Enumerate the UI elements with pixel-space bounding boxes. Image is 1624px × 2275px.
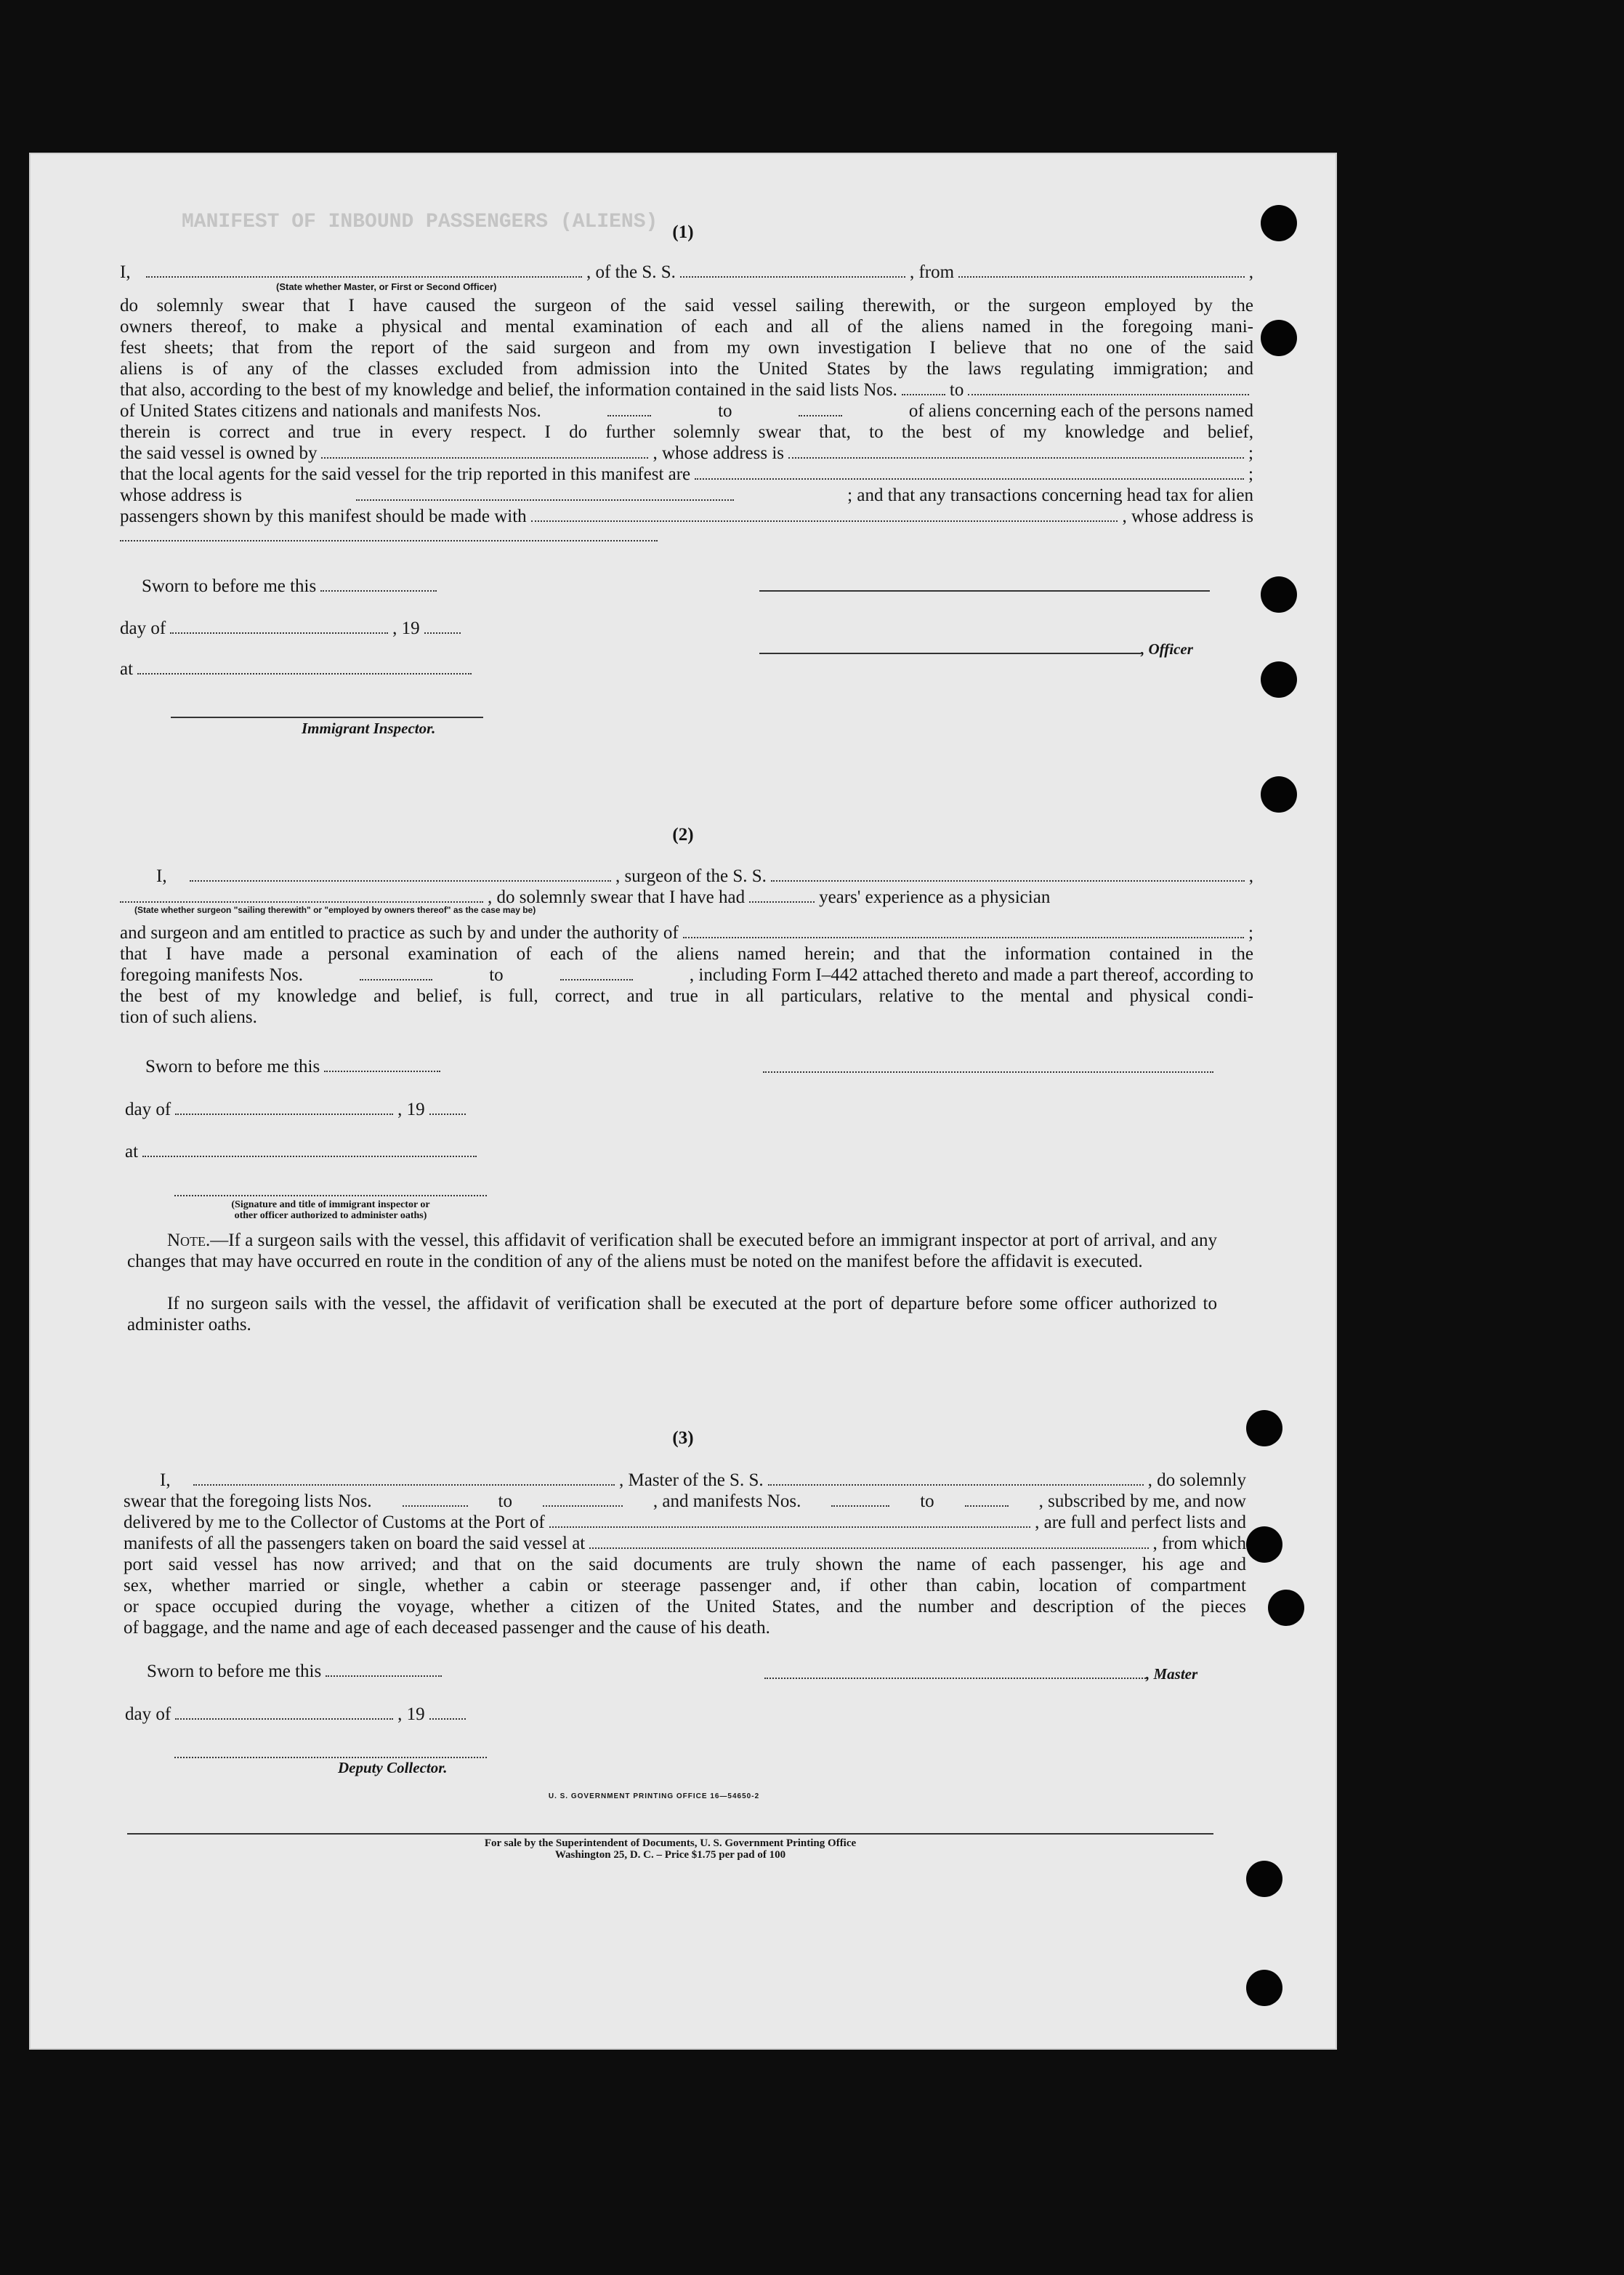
label-surgeon: , surgeon of the S. S. bbox=[615, 866, 767, 886]
punct: ; bbox=[1248, 443, 1253, 463]
sworn-line bbox=[142, 576, 441, 597]
departure-port-field[interactable] bbox=[958, 263, 1245, 278]
officer-rank-field[interactable] bbox=[146, 263, 582, 278]
sworn-date-field[interactable] bbox=[324, 1058, 440, 1072]
surgeon-signature-line[interactable] bbox=[763, 1071, 1213, 1073]
month-field[interactable] bbox=[175, 1100, 393, 1115]
caption-line: other officer authorized to administer oaths) bbox=[234, 1210, 427, 1221]
punct: ; bbox=[1248, 923, 1253, 943]
at-line bbox=[120, 659, 476, 680]
label-at: at bbox=[120, 659, 134, 679]
label-of-ss: , of the S. S. bbox=[586, 262, 676, 282]
month-field[interactable] bbox=[175, 1705, 393, 1720]
owner-address-field[interactable] bbox=[788, 444, 1244, 459]
vessel-name-field[interactable] bbox=[768, 1471, 1144, 1486]
sale-line: For sale by the Superintendent of Documents, U. S. Government Printing Office bbox=[484, 1837, 857, 1849]
para-line: , subscribed by me, and now bbox=[1038, 1491, 1246, 1511]
label-to: to bbox=[489, 965, 504, 985]
note-paragraph: If no surgeon sails with the vessel, the affidavit of verification shall be executed at the port of departure before some officer authorized to administer oaths. bbox=[127, 1294, 1217, 1334]
label-to: to bbox=[718, 401, 732, 421]
punch-hole bbox=[1268, 1590, 1304, 1626]
master-name-field[interactable] bbox=[193, 1471, 615, 1486]
section-3-number: (3) bbox=[672, 1428, 694, 1448]
para-line: port said vessel has now arrived; and that on the said documents are truly shown the name of each passenger, his age and bbox=[124, 1555, 1246, 1574]
para-line: sex, whether married or single, whether a cabin or steerage passenger and, if other than cabin, location of compartment bbox=[124, 1576, 1246, 1595]
signature-caption bbox=[174, 1199, 487, 1221]
label-year: , 19 bbox=[397, 1704, 425, 1724]
master-label: , Master bbox=[1146, 1665, 1198, 1683]
para-line: that also, according to the best of my knowledge and belief, the information contained in the said lists Nos. bbox=[120, 380, 897, 400]
lists-from-field[interactable] bbox=[403, 1492, 468, 1507]
officer-label: , Officer bbox=[1141, 640, 1193, 658]
label-year: , 19 bbox=[392, 619, 420, 638]
para-line: , do solemnly bbox=[1147, 1470, 1246, 1490]
sworn-date-field[interactable] bbox=[326, 1662, 442, 1677]
para-line: aliens is of any of the classes excluded from admission into the United States by the laws regulating immigration; and bbox=[120, 359, 1253, 379]
label-i: I, bbox=[120, 262, 131, 282]
year-field[interactable] bbox=[424, 619, 461, 634]
punct: , bbox=[1248, 866, 1253, 886]
place-field[interactable] bbox=[142, 1143, 477, 1157]
master-line bbox=[764, 1663, 1197, 1685]
bleed-through-text: MANIFEST OF INBOUND PASSENGERS (ALIENS) bbox=[182, 211, 658, 233]
note-label: Note. bbox=[167, 1231, 211, 1250]
label-to: to bbox=[498, 1491, 512, 1511]
officer-signature-line[interactable] bbox=[759, 590, 1210, 592]
label-i: I, bbox=[156, 866, 167, 886]
lists-to-field[interactable] bbox=[543, 1492, 623, 1507]
para-line: delivered by me to the Collector of Customs at the Port of bbox=[124, 1513, 545, 1532]
inspector-label: Immigrant Inspector. bbox=[302, 720, 436, 737]
label-to: to bbox=[949, 380, 964, 400]
punch-hole bbox=[1261, 576, 1297, 613]
day-line bbox=[125, 1099, 470, 1120]
surgeon-name-field[interactable] bbox=[190, 867, 611, 882]
label-address: , whose address is bbox=[653, 443, 785, 463]
punch-hole bbox=[1246, 1861, 1282, 1897]
punch-hole bbox=[1246, 1526, 1282, 1563]
label-day: day of bbox=[120, 619, 166, 638]
section-2 bbox=[120, 866, 1253, 1028]
punch-hole bbox=[1261, 776, 1297, 813]
officer-rank-caption: (State whether Master, or First or Second Officer) bbox=[276, 281, 497, 292]
head-tax-address-field[interactable] bbox=[120, 527, 658, 541]
collector-label: Deputy Collector. bbox=[338, 1759, 448, 1776]
punch-hole bbox=[1261, 661, 1297, 698]
para-line: tion of such aliens. bbox=[120, 1007, 257, 1027]
section-3 bbox=[124, 1470, 1246, 1638]
label-sworn: Sworn to before me this bbox=[147, 1662, 322, 1681]
note-text: —If a surgeon sails with the vessel, this affidavit of verification shall be executed before an immigrant inspector at port of arrival, and any changes that may have occurred en route in the condition of any of the aliens must be noted on the manifest before the affidavit is executed. bbox=[127, 1231, 1217, 1271]
label-authority: and surgeon and am entitled to practice as such by and under the authority of bbox=[120, 923, 679, 943]
para-line: the best of my knowledge and belief, is full, correct, and true in all particulars, relative to the mental and physical condi- bbox=[120, 986, 1253, 1006]
surgeon-type-field[interactable] bbox=[120, 888, 483, 903]
officer-name-line[interactable] bbox=[759, 638, 1141, 654]
lists-to-field[interactable] bbox=[968, 381, 1249, 395]
day-line bbox=[120, 618, 465, 639]
officer-line bbox=[759, 638, 1193, 660]
label-head-tax: passengers shown by this manifest should be made with bbox=[120, 507, 527, 526]
at-line bbox=[125, 1141, 481, 1162]
authority-field[interactable] bbox=[683, 924, 1244, 938]
embark-port-field[interactable] bbox=[589, 1534, 1148, 1549]
month-field[interactable] bbox=[170, 619, 388, 634]
section-1 bbox=[120, 262, 1253, 541]
vessel-name-field[interactable] bbox=[680, 263, 905, 278]
caption-line: (Signature and title of immigrant inspector or bbox=[231, 1199, 430, 1210]
label-day: day of bbox=[125, 1100, 171, 1119]
footer-rule bbox=[127, 1833, 1213, 1835]
para-line: , including Form I–442 attached thereto and made a part thereof, according to bbox=[689, 965, 1253, 985]
year-field[interactable] bbox=[429, 1705, 466, 1720]
label-from: , from bbox=[909, 262, 955, 282]
section-2-number: (2) bbox=[672, 825, 694, 845]
agents-address-field[interactable] bbox=[356, 486, 734, 501]
punch-hole bbox=[1261, 320, 1297, 356]
para-line: owners thereof, to make a physical and mental examination of each and all of the aliens named in the foregoing mani- bbox=[120, 317, 1253, 337]
para-line: therein is correct and true in every respect. I do further solemnly swear that, to the best of my knowledge and belief, bbox=[120, 422, 1253, 442]
label-address: , whose address is bbox=[1122, 507, 1253, 526]
punct: ; bbox=[1248, 464, 1253, 484]
inspector-signature-line[interactable] bbox=[174, 1195, 487, 1196]
gpo-code: U. S. GOVERNMENT PRINTING OFFICE 16—54650-2 bbox=[548, 1792, 760, 1800]
sworn-line bbox=[145, 1056, 445, 1077]
label-address: whose address is bbox=[120, 486, 243, 505]
surgeon-type-caption: (State whether surgeon "sailing therewith" or "employed by owners thereof" as the case may be) bbox=[134, 905, 536, 915]
para-line: that I have made a personal examination of each of the aliens named herein; and that the information contained in the bbox=[120, 944, 1253, 964]
para-line: years' experience as a physician bbox=[819, 887, 1051, 907]
year-field[interactable] bbox=[429, 1100, 466, 1115]
place-field[interactable] bbox=[137, 660, 472, 675]
para-line: fest sheets; that from the report of the said surgeon and from my own investigation I believe that no one of the said bbox=[120, 338, 1253, 358]
section-1-number: (1) bbox=[672, 222, 694, 242]
label-sworn: Sworn to before me this bbox=[142, 576, 317, 596]
label-i: I, bbox=[160, 1470, 171, 1490]
lists-from-field[interactable] bbox=[902, 381, 945, 395]
manifests-to-field[interactable] bbox=[560, 966, 633, 981]
manifests-from-field[interactable] bbox=[607, 402, 651, 416]
inspector-signature-line[interactable] bbox=[171, 717, 483, 718]
label-owned-by: the said vessel is owned by bbox=[120, 443, 318, 463]
para-line: swear that the foregoing lists Nos. bbox=[124, 1491, 372, 1511]
para-line: manifests of all the passengers taken on board the said vessel at bbox=[124, 1534, 586, 1553]
para-line: do solemnly swear that I have caused the surgeon of the said vessel sailing therewith, or the surgeon employed by the bbox=[120, 296, 1253, 315]
master-signature-line[interactable] bbox=[764, 1663, 1146, 1679]
collector-signature-line[interactable] bbox=[174, 1757, 487, 1758]
label-to: to bbox=[920, 1491, 934, 1511]
day-line bbox=[125, 1704, 470, 1725]
label-day: day of bbox=[125, 1704, 171, 1724]
port-field[interactable] bbox=[549, 1513, 1030, 1528]
punch-hole bbox=[1246, 1970, 1282, 2006]
para-line: of aliens concerning each of the persons named bbox=[908, 401, 1253, 421]
label-master: , Master of the S. S. bbox=[619, 1470, 764, 1490]
para-line: ; and that any transactions concerning head tax for alien bbox=[847, 486, 1253, 505]
manifests-from-field[interactable] bbox=[831, 1492, 889, 1507]
para-line: or space occupied during the voyage, whether a citizen of the United States, and the number and description of the pieces bbox=[124, 1597, 1246, 1616]
local-agents-field[interactable] bbox=[695, 465, 1244, 480]
sale-line: Washington 25, D. C. – Price $1.75 per pad of 100 bbox=[554, 1849, 786, 1861]
label-at: at bbox=[125, 1142, 139, 1161]
manifests-from-field[interactable] bbox=[360, 966, 432, 981]
years-field[interactable] bbox=[749, 888, 815, 903]
punct: , bbox=[1248, 262, 1253, 282]
para-line: of baggage, and the name and age of each deceased passenger and the cause of his death. bbox=[124, 1618, 770, 1638]
label-year: , 19 bbox=[397, 1100, 425, 1119]
vessel-name-field[interactable] bbox=[771, 867, 1245, 882]
label-sworn: Sworn to before me this bbox=[145, 1057, 320, 1076]
para-line: , are full and perfect lists and bbox=[1035, 1513, 1246, 1532]
owner-field[interactable] bbox=[321, 444, 648, 459]
para-line: foregoing manifests Nos. bbox=[120, 965, 304, 985]
para-line: of United States citizens and nationals and manifests Nos. bbox=[120, 401, 541, 421]
label-local-agents: that the local agents for the said vessel for the trip reported in this manifest are bbox=[120, 464, 691, 484]
sworn-date-field[interactable] bbox=[320, 577, 437, 592]
manifests-to-field[interactable] bbox=[965, 1492, 1009, 1507]
manifests-to-field[interactable] bbox=[799, 402, 842, 416]
para-line: , do solemnly swear that I have had bbox=[488, 887, 746, 907]
sale-notice bbox=[127, 1837, 1213, 1861]
para-line: , and manifests Nos. bbox=[653, 1491, 801, 1511]
para-line: , from which bbox=[1152, 1534, 1246, 1553]
sworn-line bbox=[147, 1661, 446, 1682]
head-tax-party-field[interactable] bbox=[531, 507, 1118, 522]
note-paragraph bbox=[127, 1230, 1217, 1272]
form-page bbox=[29, 153, 1337, 2050]
